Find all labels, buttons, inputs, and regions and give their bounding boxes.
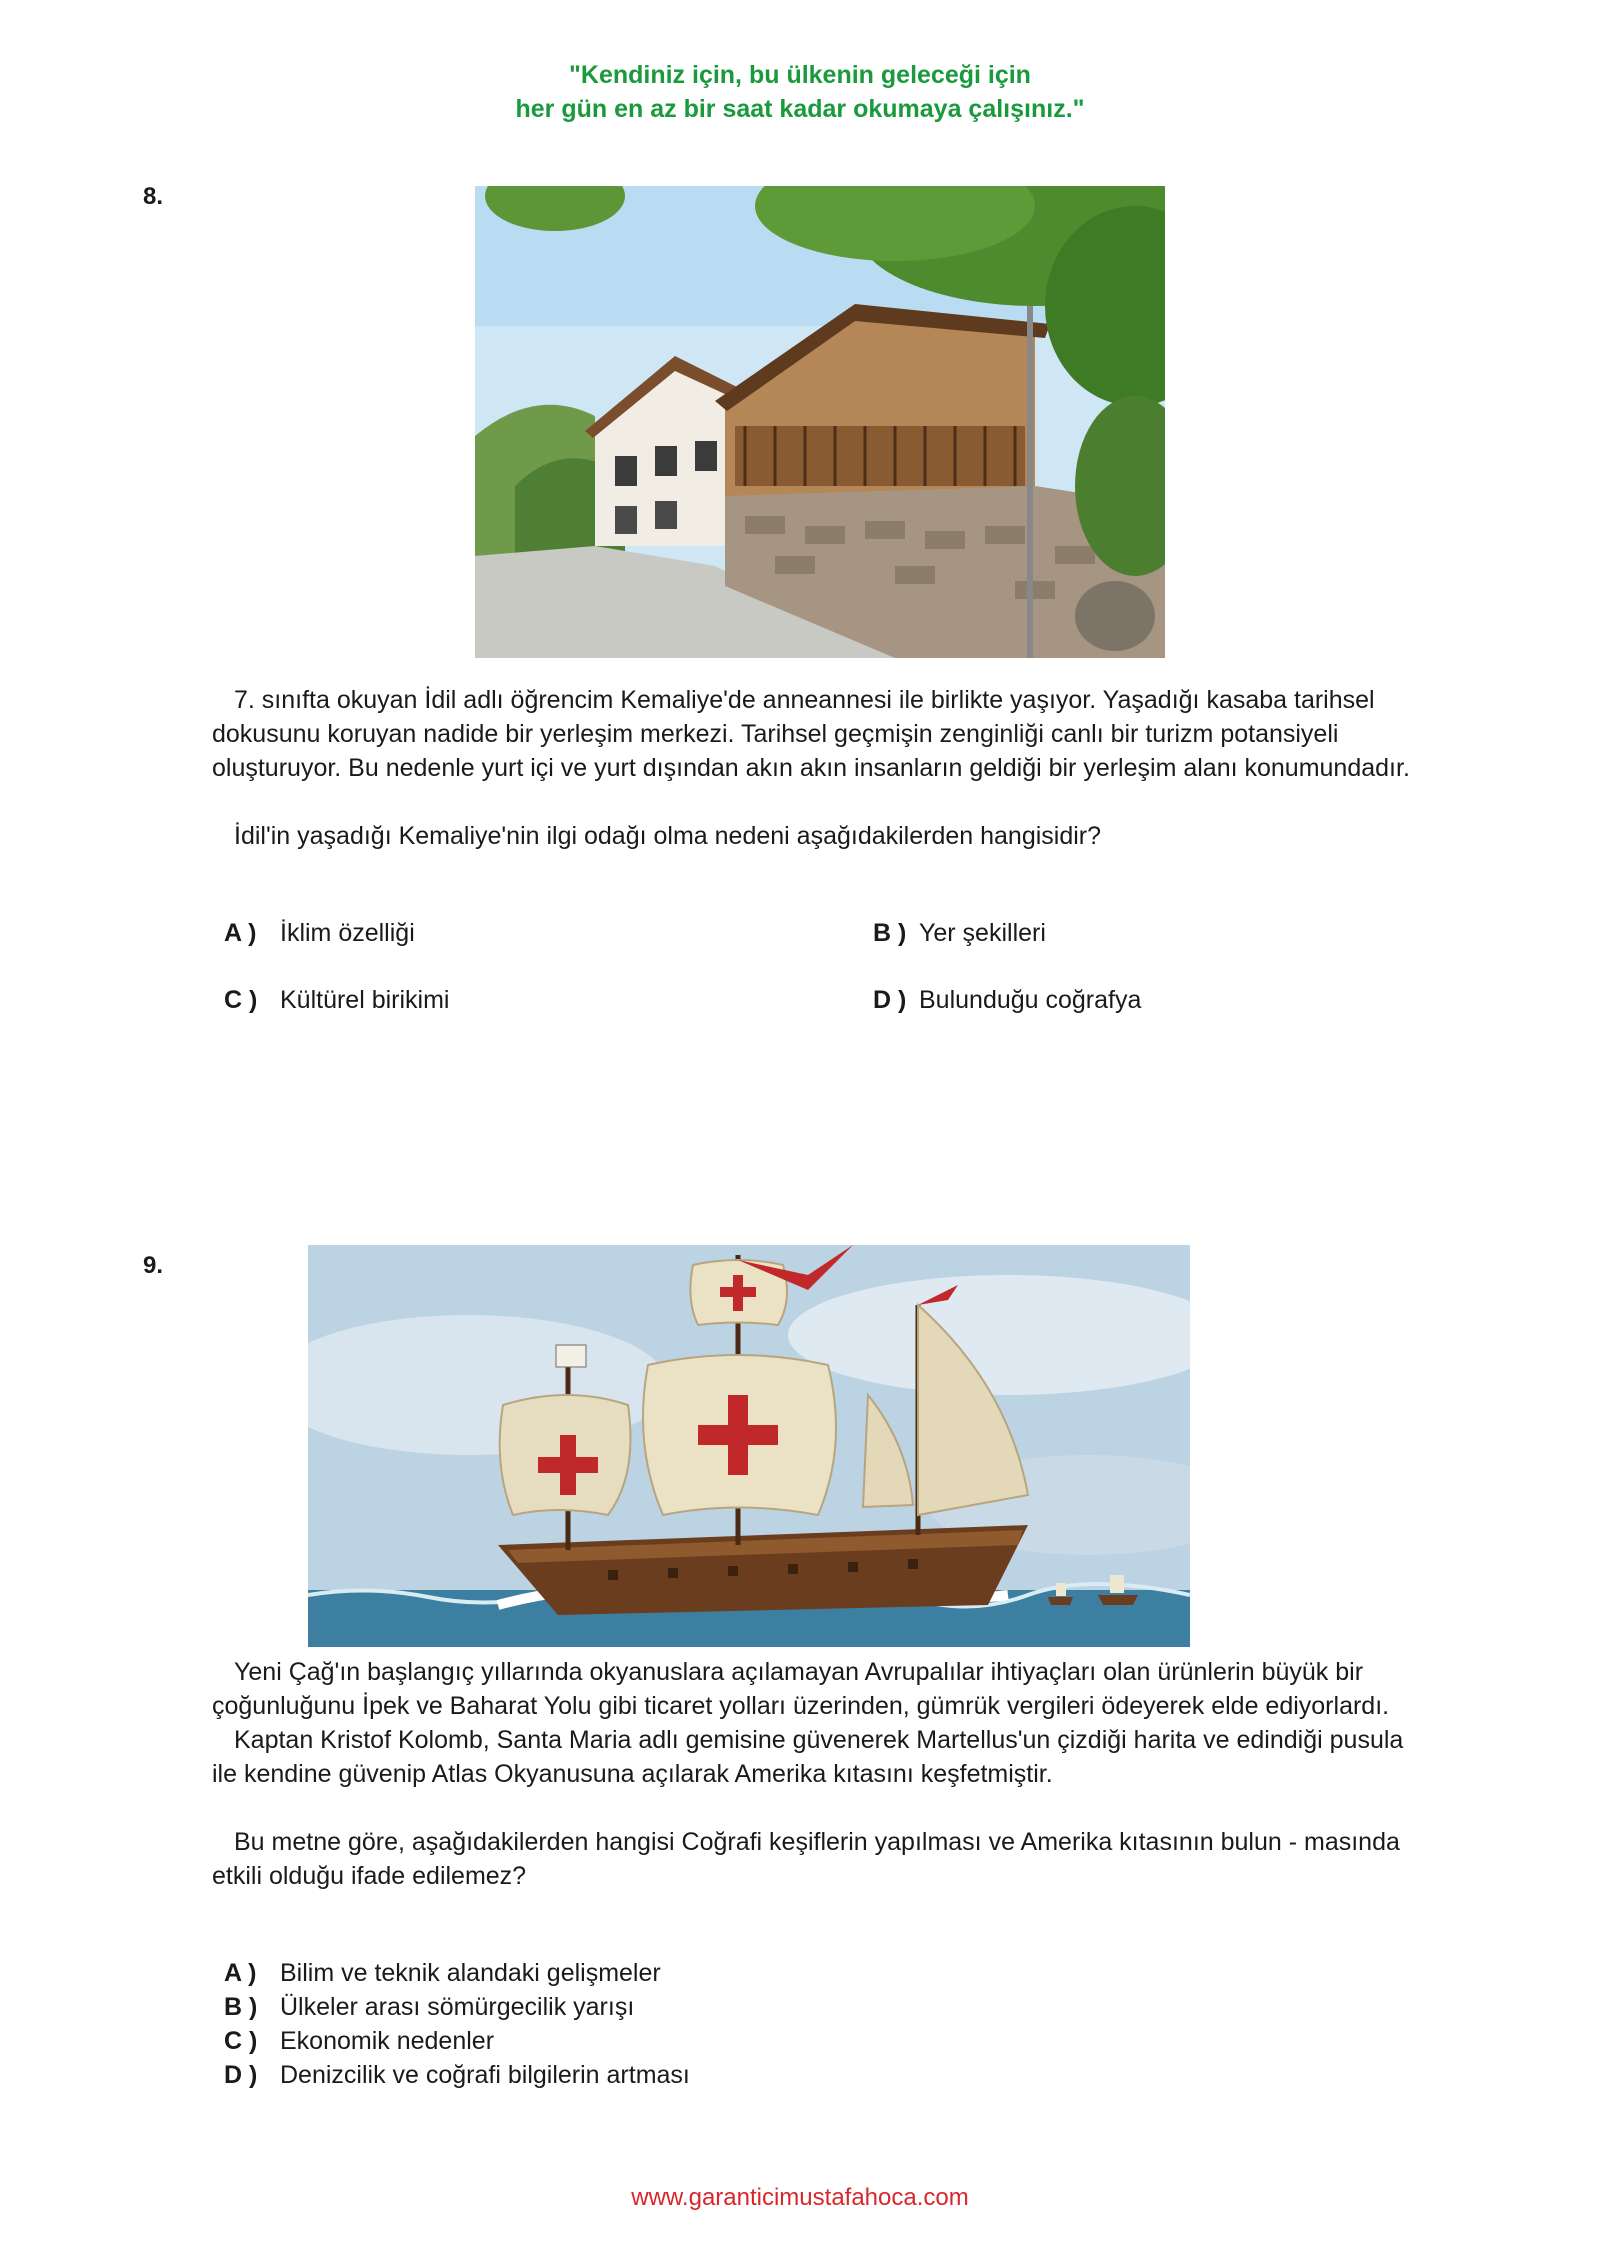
question-9-paragraph-2: Kaptan Kristof Kolomb, Santa Maria adlı gemisine güvenerek Martellus'un çizdiği harita ve edindiği pusula ile kendine güvenip Atlas Okyanusuna açılarak Amerika kıtasını keşfetmiştir. — [212, 1726, 1404, 1788]
footer-website-link[interactable]: www.garanticimustafahoca.com — [631, 2184, 969, 2211]
historic-houses-photo — [475, 186, 1165, 658]
option-letter: A ) — [224, 1959, 257, 1987]
question-9-option-c[interactable] — [224, 2024, 494, 2058]
option-letter: C ) — [224, 986, 258, 1014]
option-letter: B ) — [873, 919, 907, 947]
option-letter: C ) — [224, 2027, 258, 2055]
question-9-option-d[interactable] — [224, 2058, 690, 2092]
option-text: Ekonomik nedenler — [280, 2027, 495, 2055]
question-8-option-a[interactable] — [224, 916, 415, 950]
option-text: Kültürel birikimi — [280, 986, 450, 1014]
question-9-prompt: Bu metne göre, aşağıdakilerden hangisi Coğrafi keşiflerin yapılması ve Amerika kıtasının bulun - masında etkili olduğu ifade edilemez? — [212, 1828, 1400, 1890]
sailing-ship-painting — [308, 1245, 1190, 1647]
question-9-option-a[interactable] — [224, 1956, 661, 1990]
option-text: Yer şekilleri — [919, 919, 1046, 947]
quote-line-2: her gün en az bir saat kadar okumaya çalışınız." — [515, 95, 1085, 123]
question-8-option-b[interactable] — [873, 916, 1046, 950]
option-letter: D ) — [873, 986, 907, 1014]
option-text: Bulunduğu coğrafya — [919, 986, 1142, 1014]
option-letter: A ) — [224, 919, 257, 947]
question-9-paragraph-1: Yeni Çağ'ın başlangıç yıllarında okyanuslara açılamayan Avrupalılar ihtiyaçları olan ürünlerin büyük bir çoğunluğunu İpek ve Baharat Yolu gibi ticaret yolları üzerinden, gümrük vergileri ödeyerek elde ediyorlardı. — [212, 1658, 1390, 1720]
option-text: Bilim ve teknik alandaki gelişmeler — [280, 1959, 661, 1987]
question-8-text — [212, 683, 1422, 853]
option-letter: B ) — [224, 1993, 258, 2021]
option-text: Denizcilik ve coğrafi bilgilerin artması — [280, 2061, 690, 2089]
question-9-number: 9. — [143, 1252, 164, 1279]
question-8-paragraph-1: 7. sınıfta okuyan İdil adlı öğrencim Kemaliye'de anneannesi ile birlikte yaşıyor. Yaşadığı kasaba tarihsel dokusunu koruyan nadide bir yerleşim merkezi. Tarihsel geçmişin zenginliği canlı bir turizm potansiyeli oluşturuyor. Bu nedenle yurt içi ve yurt dışından akın akın insanların geldiği bir yerleşim alanı konumundadır. — [212, 686, 1410, 782]
option-text: İklim özelliği — [280, 919, 415, 947]
question-8-option-c[interactable] — [224, 983, 449, 1017]
question-8-number: 8. — [143, 183, 164, 210]
question-9-option-b[interactable] — [224, 1990, 634, 2024]
quote-line-1: "Kendiniz için, bu ülkenin geleceği için — [569, 61, 1031, 89]
question-9-text — [212, 1655, 1422, 1893]
question-8-option-d[interactable] — [873, 983, 1141, 1017]
option-text: Ülkeler arası sömürgecilik yarışı — [280, 1993, 635, 2021]
question-8-prompt: İdil'in yaşadığı Kemaliye'nin ilgi odağı olma nedeni aşağıdakilerden hangisidir? — [234, 822, 1102, 850]
option-letter: D ) — [224, 2061, 258, 2089]
motivational-quote — [0, 58, 1600, 126]
